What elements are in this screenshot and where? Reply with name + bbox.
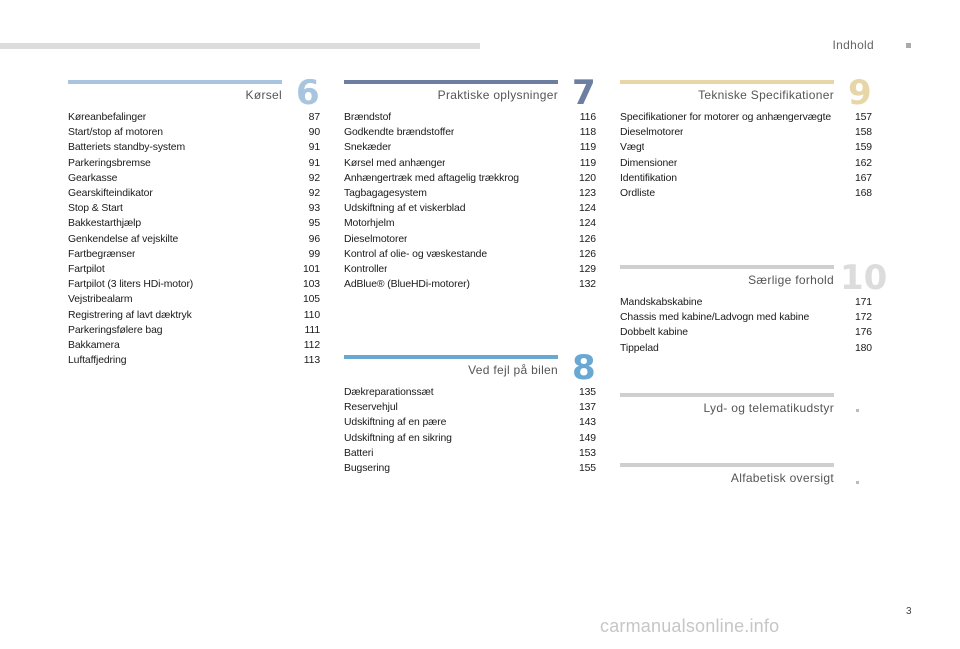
section-bar [620, 463, 834, 467]
toc-entry-page: 126 [578, 233, 596, 245]
section-bar [344, 80, 558, 84]
toc-entry[interactable] [68, 353, 320, 368]
toc-entry[interactable] [344, 400, 596, 415]
toc-entry-page: 112 [303, 340, 320, 352]
toc-entry-page: 95 [308, 218, 320, 230]
toc-entry-title: Dobbelt kabine [620, 327, 688, 339]
toc-entry-title: Bakkestarthjælp [68, 218, 142, 230]
toc-entry[interactable] [344, 247, 596, 262]
toc-entry[interactable] [344, 277, 596, 292]
toc-entry[interactable] [68, 323, 320, 338]
toc-entry[interactable] [68, 277, 320, 292]
toc-entry-page: 172 [854, 312, 872, 324]
toc-entry-page: 103 [302, 279, 320, 291]
toc-entry-page: 126 [578, 248, 596, 260]
toc-entry-page: 113 [303, 355, 320, 367]
section-korsel [68, 73, 320, 380]
toc-entry-title: Ordliste [620, 188, 655, 200]
toc-entry-page: 171 [854, 297, 872, 308]
section-bar [620, 80, 834, 84]
chapter-marker-icon [856, 481, 859, 484]
toc-entry[interactable] [344, 110, 596, 125]
toc-entry-title: Fartbegrænser [68, 248, 136, 260]
toc-entry-title: Anhængertræk med aftagelig trækkrog [344, 172, 519, 184]
page-number: 3 [906, 606, 912, 617]
toc-entry[interactable] [344, 186, 596, 201]
toc-entry[interactable] [620, 310, 872, 325]
toc-entry[interactable] [620, 110, 872, 125]
chapter-number: 8 [572, 348, 596, 388]
toc-entry[interactable] [68, 125, 320, 140]
toc-entry-title: Fartpilot (3 liters HDi-motor) [68, 279, 194, 291]
toc-entry-page: 105 [302, 294, 320, 306]
toc-entry-title: Identifikation [620, 172, 677, 184]
toc-entry-page: 155 [578, 463, 596, 475]
toc-entry[interactable] [344, 385, 596, 400]
section-title: Særlige forhold [748, 273, 834, 287]
toc-entry-page: 91 [308, 157, 320, 169]
section-title: Kørsel [245, 88, 282, 102]
toc-entry[interactable] [344, 415, 596, 430]
toc-entry-title: Chassis med kabine/Ladvogn med kabine [620, 312, 810, 324]
toc-entry-title: Udskiftning af en sikring [344, 432, 452, 444]
toc-entry-page: 137 [578, 402, 596, 414]
toc-entry[interactable] [620, 156, 872, 171]
toc-entry-page: 124 [578, 218, 596, 230]
toc-entry-title: Kontrol af olie- og væskestande [344, 248, 488, 260]
toc-entry[interactable] [344, 140, 596, 155]
toc-entry-title: Dieselmotorer [344, 233, 408, 245]
section-title: Lyd- og telematikudstyr [703, 401, 834, 415]
toc-entry-page: 119 [579, 142, 596, 154]
toc-entry[interactable] [344, 216, 596, 231]
toc-entry[interactable] [68, 171, 320, 186]
toc-entry-page: 99 [308, 248, 320, 260]
toc-entry-page: 124 [578, 203, 596, 215]
toc-entry-title: Gearskifteindikator [68, 188, 153, 200]
toc-entry-title: Køreanbefalinger [68, 112, 147, 123]
toc-entry-title: Vejstribealarm [68, 294, 133, 306]
toc-entry[interactable] [344, 446, 596, 461]
toc-entry[interactable] [68, 140, 320, 155]
toc-entry[interactable] [68, 292, 320, 307]
section-praktiske [344, 73, 596, 320]
toc-entry-title: Dimensioner [620, 157, 678, 169]
toc-entry-title: Brændstof [344, 112, 392, 123]
toc-entry-page: 149 [578, 432, 596, 444]
toc-entry-title: Udskiftning af et viskerblad [344, 203, 466, 215]
section-lyd [620, 393, 872, 423]
section-title: Praktiske oplysninger [437, 88, 558, 102]
toc-entry-page: 111 [304, 324, 320, 336]
section-fejl [344, 348, 596, 485]
toc-entry-page: 158 [854, 127, 872, 139]
toc-entry-title: Dækreparationssæt [344, 387, 434, 398]
toc-entry-title: Batteri [344, 447, 374, 459]
toc-entry-title: Bakkamera [68, 340, 120, 352]
toc-entry-page: 129 [578, 264, 596, 276]
toc-list [620, 110, 872, 201]
toc-entry[interactable] [620, 325, 872, 340]
toc-entry-page: 157 [854, 112, 872, 123]
chapter-number: 10 [840, 258, 888, 298]
toc-entry[interactable] [68, 232, 320, 247]
toc-entry-title: Vægt [620, 142, 645, 154]
toc-entry-title: Udskiftning af en pære [344, 417, 447, 429]
chapter-number: 6 [296, 73, 320, 113]
toc-entry-page: 159 [854, 142, 872, 154]
toc-entry-title: Reservehjul [344, 402, 398, 414]
toc-entry-title: Snekæder [344, 142, 392, 154]
section-title: Tekniske Specifikationer [698, 88, 834, 102]
toc-entry-page: 92 [308, 172, 320, 184]
toc-entry[interactable] [68, 338, 320, 353]
toc-entry-page: 87 [308, 112, 320, 123]
toc-entry-title: Kørsel med anhænger [344, 157, 446, 169]
watermark: carmanualsonline.info [600, 616, 780, 636]
toc-entry-title: Gearkasse [68, 172, 118, 184]
toc-entry-title: Dieselmotorer [620, 127, 684, 139]
toc-entry-page: 162 [854, 157, 872, 169]
section-tekniske [620, 73, 872, 220]
toc-entry[interactable] [68, 262, 320, 277]
toc-entry[interactable] [68, 186, 320, 201]
toc-entry[interactable] [620, 125, 872, 140]
toc-list [620, 295, 872, 356]
toc-entry[interactable] [344, 461, 596, 476]
toc-entry-page: 143 [578, 417, 596, 429]
toc-entry[interactable] [68, 201, 320, 216]
header-square-icon [906, 43, 911, 48]
toc-entry[interactable] [344, 431, 596, 446]
toc-entry-page: 93 [308, 203, 320, 215]
toc-entry-title: Stop & Start [68, 203, 123, 215]
toc-entry-page: 120 [578, 172, 596, 184]
toc-entry-title: Specifikationer for motorer og anhængervægte [620, 112, 832, 123]
section-bar [620, 265, 834, 269]
toc-entry-title: Motorhjelm [344, 218, 395, 230]
toc-entry-page: 153 [578, 447, 596, 459]
toc-entry[interactable] [344, 125, 596, 140]
section-title: Ved fejl på bilen [468, 363, 558, 377]
toc-entry[interactable] [68, 110, 320, 125]
toc-entry-page: 90 [308, 127, 320, 139]
toc-entry-title: Godkendte brændstoffer [344, 127, 455, 139]
chapter-marker-icon [856, 409, 859, 412]
toc-list [344, 385, 596, 476]
toc-entry-title: Batteriets standby-system [68, 142, 186, 154]
toc-entry[interactable] [344, 201, 596, 216]
section-saerlige [620, 258, 888, 365]
toc-entry-page: 167 [854, 172, 872, 184]
toc-entry-page: 118 [579, 127, 596, 139]
toc-entry-title: Mandskabskabine [620, 297, 703, 308]
toc-entry-title: Genkendelse af vejskilte [68, 233, 179, 245]
toc-entry[interactable] [344, 171, 596, 186]
chapter-number: 9 [848, 73, 872, 113]
toc-entry[interactable] [620, 341, 872, 356]
header-label: Indhold [832, 38, 874, 52]
toc-entry-page: 110 [303, 309, 320, 321]
toc-entry[interactable] [68, 308, 320, 323]
toc-entry[interactable] [620, 140, 872, 155]
section-bar [620, 393, 834, 397]
toc-entry[interactable] [344, 262, 596, 277]
toc-entry-page: 135 [578, 387, 596, 398]
toc-entry-page: 119 [579, 157, 596, 169]
toc-entry-page: 180 [854, 342, 872, 354]
toc-entry-page: 101 [302, 264, 320, 276]
toc-entry-page: 168 [854, 188, 872, 200]
chapter-number: 7 [572, 73, 596, 113]
toc-entry[interactable] [620, 186, 872, 201]
toc-entry-title: Tagbagagesystem [344, 188, 427, 200]
toc-entry-title: Parkeringsfølere bag [68, 324, 163, 336]
toc-entry-title: Start/stop af motoren [68, 127, 163, 139]
toc-entry[interactable] [344, 156, 596, 171]
toc-entry-title: Parkeringsbremse [68, 157, 151, 169]
section-title: Alfabetisk oversigt [730, 471, 834, 485]
toc-entry[interactable] [68, 247, 320, 262]
section-alfa [620, 463, 872, 493]
toc-entry-title: Fartpilot [68, 264, 105, 276]
toc-entry-page: 96 [308, 233, 320, 245]
toc-entry-title: Bugsering [344, 463, 390, 475]
top-decorative-bar [0, 43, 480, 49]
section-bar [344, 355, 558, 359]
toc-entry[interactable] [620, 295, 872, 310]
toc-entry-page: 116 [579, 112, 596, 123]
toc-entry[interactable] [344, 232, 596, 247]
toc-entry-title: Luftaffjedring [68, 355, 127, 367]
toc-entry-page: 132 [578, 279, 596, 291]
toc-entry[interactable] [68, 156, 320, 171]
toc-entry-title: Kontroller [344, 264, 388, 276]
toc-entry[interactable] [68, 216, 320, 231]
toc-entry-title: Registrering af lavt dæktryk [68, 309, 192, 321]
toc-entry-page: 91 [308, 142, 320, 154]
toc-entry-page: 92 [308, 188, 320, 200]
toc-entry[interactable] [620, 171, 872, 186]
toc-entry-title: AdBlue® (BlueHDi-motorer) [344, 279, 470, 291]
toc-entry-page: 176 [854, 327, 872, 339]
section-bar [68, 80, 282, 84]
toc-entry-page: 123 [578, 188, 596, 200]
toc-list [68, 110, 320, 368]
toc-list [344, 110, 596, 292]
toc-entry-title: Tippelad [620, 342, 659, 354]
